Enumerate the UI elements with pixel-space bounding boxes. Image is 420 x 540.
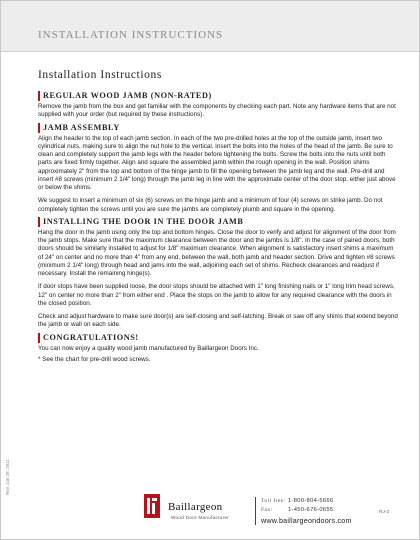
- document-content: [38, 69, 398, 364]
- section-heading-congratulations: CONGRATULATIONS!: [38, 333, 398, 343]
- section-heading-installing-door: INSTALLING THE DOOR IN THE DOOR JAMB: [38, 217, 398, 227]
- revision-date: Rev. Jan 28, 2011: [5, 459, 10, 495]
- baillargeon-logo-icon: [144, 494, 160, 518]
- footer-divider: [255, 497, 256, 525]
- fax-number: 1-450-676-0655: [288, 507, 334, 513]
- section-paragraph: Hang the door in the jamb using only the top and bottom hinges. Close the door to verify and adjust for alignment of the door from the jamb stops. Make sure that the maximum clearance between the door and the jambs is 1/8". In the case of paired doors, both doors should be similarly installed to adjust for 1/8" maximum clearance. When alignment is satisfactory insert shims a maximum of 24" on center and no more than 4" from any end, between the wall, both jamb and header section. Drive and tighten #8 screws (minimum 2 1/4" long) through head and jams into the wall, adjoining each set of shims. Recheck clearances and readjust if necessary. Install the remaining hinge(s).: [38, 228, 396, 277]
- toll-free-number: 1-800-804-5666: [288, 498, 334, 504]
- page-number: RJ-2: [379, 510, 390, 515]
- header-title: INSTALLATION INSTRUCTIONS: [38, 29, 224, 41]
- toll-free-label: Toll free:: [261, 498, 286, 504]
- section-heading-regular-wood-jamb: REGULAR WOOD JAMB (NON-RATED): [38, 91, 398, 101]
- section-paragraph: Remove the jamb from the box and get familiar with the components by checking each part. Note any hardware items that are not supplied with your order (but required by these instructions).: [38, 103, 396, 119]
- section-paragraph: You can now enjoy a quality wood jamb manufactured by Baillargeon Doors Inc.: [38, 344, 259, 352]
- document-title: Installation Instructions: [38, 69, 162, 81]
- section-paragraph: Check and adjust hardware to make sure door(s) are self-closing and self-latching. Break or saw off any shims that extend beyond the jamb or wall on each side.: [38, 313, 398, 329]
- brand-name: Baillargeon: [168, 501, 223, 513]
- footnote: * See the chart for pre-drill wood screws.: [38, 355, 151, 363]
- section-heading-jamb-assembly: JAMB ASSEMBLY: [38, 123, 398, 133]
- fax-label: Fax:: [261, 507, 273, 513]
- section-paragraph: Align the header to the top of each jamb section. In each of the two pre-drilled holes at the top of the outside jamb, insert two cylindrical nuts, making sure to align the nut hole to the vertical. Insert the bolts into the holes of the head of the jamb. Be sure to clean and completely support the jamb legs with the header before tightening the bolts. Screw the bolts into the nuts until both parts are fixed firmly together. Align and square the assembled jamb within the rough opening in the wall. Position shims approximately 2" from the top and bottom of the hinge jamb to fill the opening between the jamb leg and the wall. Pre-drill and insert #8 screws (minimum 2 1/4" long) through the jamb leg in line with the approximate center of the door stop, either just above or below the shims.: [38, 134, 396, 191]
- section-paragraph: If door stops have been supplied loose, the door stops should be attached with 1" long finishing nails or 1" long trim head screws, 12" on center no more than 2" from either end . Place the stops on the jamb to allow for any required clearance with the doors in the closed position.: [38, 283, 395, 307]
- header-bar: [1, 1, 419, 52]
- website-url[interactable]: www.baillargeondoors.com: [261, 516, 352, 525]
- section-paragraph: We suggest to insert a minimum of six (6) screws on the hinge jamb and a minimum of four (4) screws on strike jamb. Do not completely tighten the screws until you are sure the jambs are completely plumb and square in the opening.: [38, 197, 383, 213]
- brand-tagline: Wood Door Manufacturer: [171, 515, 230, 520]
